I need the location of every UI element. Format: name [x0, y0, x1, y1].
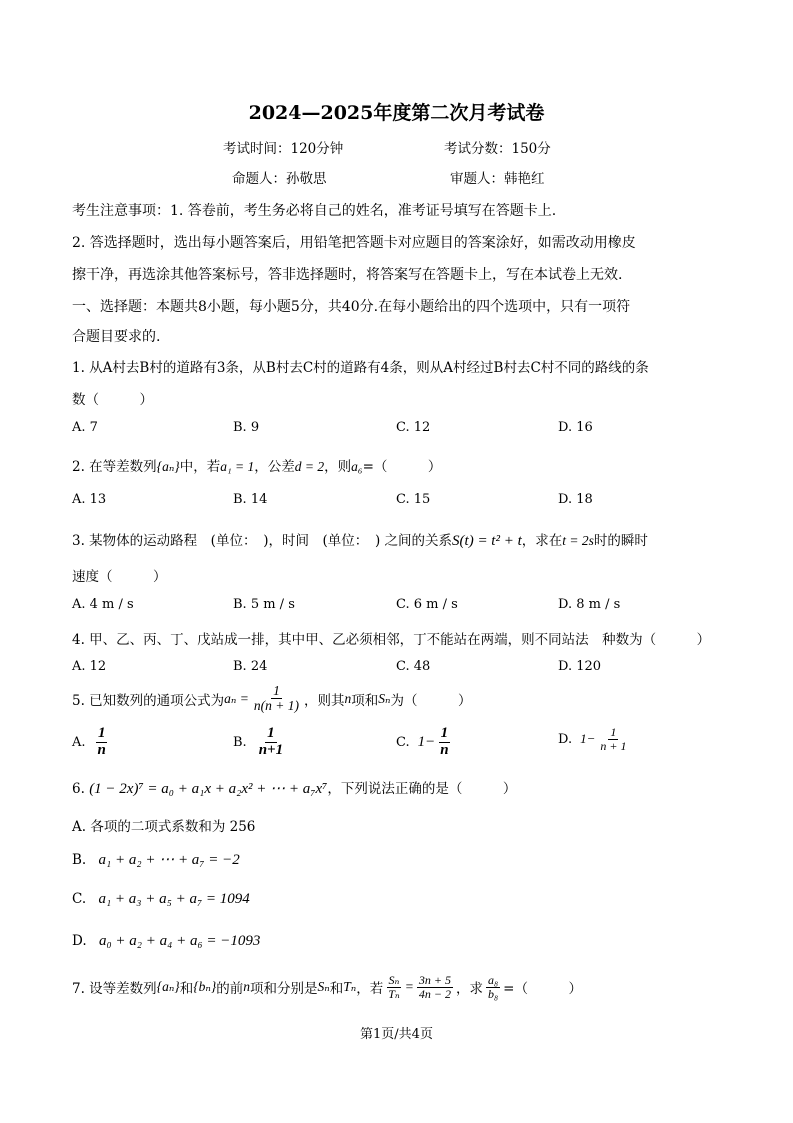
q5-text-d: 为（ ） [390, 692, 472, 709]
q7-tn: Tₙ [343, 979, 357, 995]
q5-lhs: aₙ = [224, 690, 249, 706]
notice-line-3: 擦干净，再选涂其他答案标号，答非选择题时，将答案写在答题卡上，写在本试卷上无效. [72, 267, 623, 283]
question-3-text-cont: 速度（ ） [72, 569, 167, 585]
page-footer: 第1页/共4页 [360, 1027, 433, 1042]
q6-option-d-formula: a₀ + a₂ + a₄ + a₆ = −1093 [98, 933, 261, 949]
q5-text-a: 5. 已知数列的通项公式为 [72, 692, 225, 709]
q7-f3-den: b₈ [487, 986, 499, 1001]
question-7 [72, 974, 582, 1000]
q5-option-a-label: A. [72, 734, 86, 750]
q7-text-d: 项和分别是 [249, 981, 318, 998]
question-6 [72, 777, 516, 798]
q4-option-d: D. 120 [558, 659, 602, 674]
q7-f1-num: Sₙ [388, 973, 400, 987]
question-4-text: 4. 甲、乙、丙、丁、戊站成一排，其中甲、乙必须相邻，丁不能站在两端，则不同站法 种数为（ ） [72, 632, 711, 648]
q7-equals: = [404, 979, 414, 995]
q4-option-b: B. 24 [233, 659, 268, 674]
question-3 [72, 529, 648, 550]
q7-sn: Sₙ [317, 979, 330, 995]
q7-text-a: 7. 设等差数列 [72, 981, 157, 998]
q2-text-a: 2. 在等差数列 [72, 459, 157, 475]
q7-f2-den: 4n − 2 [418, 986, 451, 1001]
q3-text-a: 3. 某物体的运动路程 (单位： )，时间 (单位： ) 之间的关系 [72, 533, 453, 549]
q6-option-c-formula: a₁ + a₃ + a₅ + a₇ = 1094 [98, 891, 250, 907]
notice-line-1: 考生注意事项：1. 答卷前，考生务必将自己的姓名，准考证号填写在答题卡上. [72, 203, 557, 219]
q3-condition: t = 2s [562, 533, 594, 548]
q3-option-b: B. 5 m / s [233, 597, 295, 612]
q5-option-a-num: 1 [97, 725, 106, 741]
q6-option-c [72, 891, 250, 908]
q5-option-d-frac [598, 726, 628, 752]
q7-fraction-a8-b8 [486, 974, 500, 1000]
q5-option-d-label: D. [558, 731, 573, 747]
q5-option-c-den: n [440, 741, 449, 758]
q1-option-d: D. 16 [558, 420, 593, 435]
q3-formula: S(t) = t² + t [452, 533, 522, 549]
q7-text-g: ，求 [455, 981, 483, 998]
q2-condition-a1: a₁ = 1 [220, 459, 255, 474]
q2-text-b: 中，若 [179, 459, 221, 475]
q2-text-e: =（ ） [362, 459, 442, 475]
exam-score: 考试分数：150分 [444, 141, 551, 157]
q5-option-b-den: n+1 [258, 741, 284, 758]
q3-option-d: D. 8 m / s [558, 597, 621, 612]
q5-option-d [558, 726, 631, 752]
q7-fraction-s-t [386, 974, 402, 1000]
q5-option-a [72, 726, 111, 759]
q6-formula: (1 − 2x)⁷ = a₀ + a₁x + a₂x² + ⋯ + a₇x⁷ [89, 781, 328, 797]
section-heading-2: 合题目要求的. [72, 329, 161, 345]
question-1-text-cont: 数（ ） [72, 392, 153, 408]
page-title: 2024—2025年度第二次月考试卷 [248, 102, 545, 124]
q5-sn: Sₙ [378, 690, 391, 706]
question-2 [72, 455, 441, 475]
q7-f2-num: 3n + 5 [418, 973, 451, 987]
q2-target: a₆ [351, 459, 363, 474]
q5-option-d-num: 1 [610, 725, 617, 739]
q7-seq-b: {bₙ} [193, 979, 217, 995]
q2-option-c: C. 15 [396, 492, 431, 507]
q2-option-a: A. 13 [72, 492, 107, 507]
q5-option-d-prefix: 1− [580, 731, 596, 747]
q2-option-d: D. 18 [558, 492, 593, 507]
q5-option-b-num: 1 [267, 725, 275, 741]
q5-option-a-frac [96, 726, 108, 759]
q7-n: n [243, 979, 250, 995]
q5-option-b-label: B. [233, 734, 247, 750]
q5-option-b [233, 726, 288, 759]
q5-option-c-num: 1 [440, 725, 449, 741]
q6-text-a: 6. [72, 781, 85, 797]
q3-option-a: A. 4 m / s [72, 597, 134, 612]
question-1-text: 1. 从A村去B村的道路有3条，从B村去C村的道路有4条，则从A村经过B村去C村不同的路线的条 [72, 360, 649, 376]
q7-f1-den: Tₙ [388, 986, 400, 1001]
q7-text-b: 和 [179, 981, 194, 998]
q2-condition-d: d = 2 [294, 459, 325, 474]
exam-reviewer: 审题人：韩艳红 [450, 171, 545, 187]
exam-time: 考试时间：120分钟 [223, 141, 344, 157]
q7-text-h: =（ ） [503, 981, 582, 998]
q5-fraction [252, 684, 301, 713]
question-5 [72, 684, 471, 713]
q5-option-d-den: n + 1 [600, 738, 627, 753]
notice-line-2: 2. 答选择题时，选出每小题答案后，用铅笔把答题卡对应题目的答案涂好，如需改动用橡皮 [72, 235, 636, 251]
q2-text-d: ，则 [324, 459, 352, 475]
exam-author: 命题人：孙敬思 [232, 171, 327, 187]
q7-text-f: ，若 [356, 981, 384, 998]
q6-option-d [72, 933, 260, 950]
q6-option-b [72, 850, 240, 869]
q3-text-b: ，求在 [521, 533, 563, 549]
q1-option-b: B. 9 [233, 420, 260, 435]
q5-text-b: ，则其 [304, 692, 345, 709]
q4-option-a: A. 12 [72, 659, 107, 674]
q6-option-b-formula: a₁ + a₂ + ⋯ + a₇ = −2 [98, 852, 240, 868]
q5-option-a-den: n [97, 741, 106, 758]
q5-frac-den: n(n + 1) [253, 698, 299, 714]
q2-sequence: {aₙ} [156, 459, 180, 474]
q5-option-c-frac [438, 726, 450, 759]
q5-frac-num: 1 [273, 683, 280, 698]
q6-option-a: A. 各项的二项式系数和为 256 [72, 819, 256, 835]
q7-text-e: 和 [329, 981, 344, 998]
q7-text-c: 的前 [216, 981, 244, 998]
q1-option-c: C. 12 [396, 420, 431, 435]
q7-fraction-ratio [417, 974, 453, 1000]
q6-text-b: ，下列说法正确的是（ ） [327, 781, 517, 797]
q3-text-c: 时的瞬时 [593, 533, 648, 549]
q5-n: n [344, 690, 352, 706]
q5-option-c-prefix: 1− [417, 733, 436, 750]
q6-option-b-label: B. [72, 852, 87, 868]
q4-option-c: C. 48 [396, 659, 431, 674]
q5-option-c-label: C. [396, 734, 410, 750]
q5-text-c: 项和 [351, 692, 379, 709]
q2-text-c: ，公差 [254, 459, 295, 475]
q7-seq-a: {aₙ} [156, 979, 180, 995]
q6-option-d-label: D. [72, 933, 87, 949]
q5-option-c [396, 726, 454, 759]
q7-f3-num: a₈ [487, 973, 499, 987]
q3-option-c: C. 6 m / s [396, 597, 458, 612]
q2-option-b: B. 14 [233, 492, 268, 507]
q5-option-b-frac [257, 726, 285, 759]
q1-option-a: A. 7 [72, 420, 98, 435]
section-heading-1: 一、选择题：本题共8小题，每小题5分，共40分.在每小题给出的四个选项中，只有一项符 [72, 299, 631, 315]
q6-option-c-label: C. [72, 891, 87, 907]
